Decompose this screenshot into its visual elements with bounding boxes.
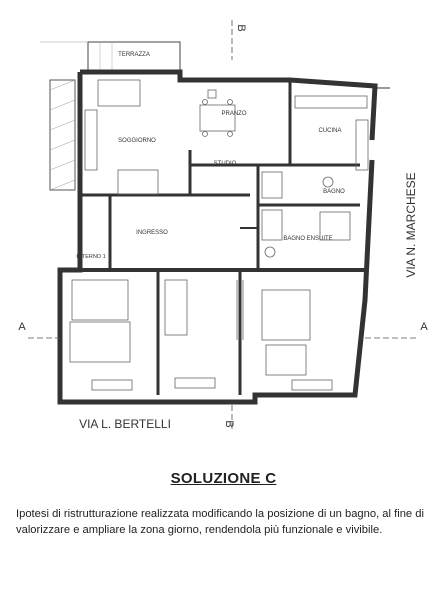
room-label-terrazza: TERRAZZA (118, 52, 150, 58)
section-mark-a-right: A (420, 321, 428, 333)
room-label-bagno-ensuite: BAGNO ENSUITE (283, 236, 333, 242)
room-label-bagno: BAGNO (323, 189, 345, 195)
section-mark-a-left: A (18, 321, 26, 333)
label-interno: INTERNO 1 (76, 254, 106, 260)
section-mark-b-bottom: B (223, 420, 235, 428)
room-label-cucina: CUCINA (318, 128, 342, 134)
left-balcony (50, 80, 75, 190)
room-label-pranzo: PRANZO (221, 111, 247, 117)
description-text: Ipotesi di ristrutturazione realizzata modificando la posizione di un bagno, al fine di valorizzare e ampliare la zona giorno, rendendola più funzionale e vivibile. (16, 508, 424, 536)
room-label-soggiorno: SOGGIORNO (118, 138, 156, 144)
section-title: SOLUZIONE C (170, 470, 277, 487)
room-label-studio: STUDIO (213, 161, 237, 167)
section-mark-b-top: B (235, 24, 247, 32)
terrace-area (40, 42, 180, 74)
street-label-bertelli: VIA L. BERTELLI (79, 417, 171, 431)
furniture (70, 80, 368, 390)
street-label-marchese: VIA N. MARCHESE (404, 172, 418, 278)
room-label-ingresso: INGRESSO (136, 230, 168, 236)
